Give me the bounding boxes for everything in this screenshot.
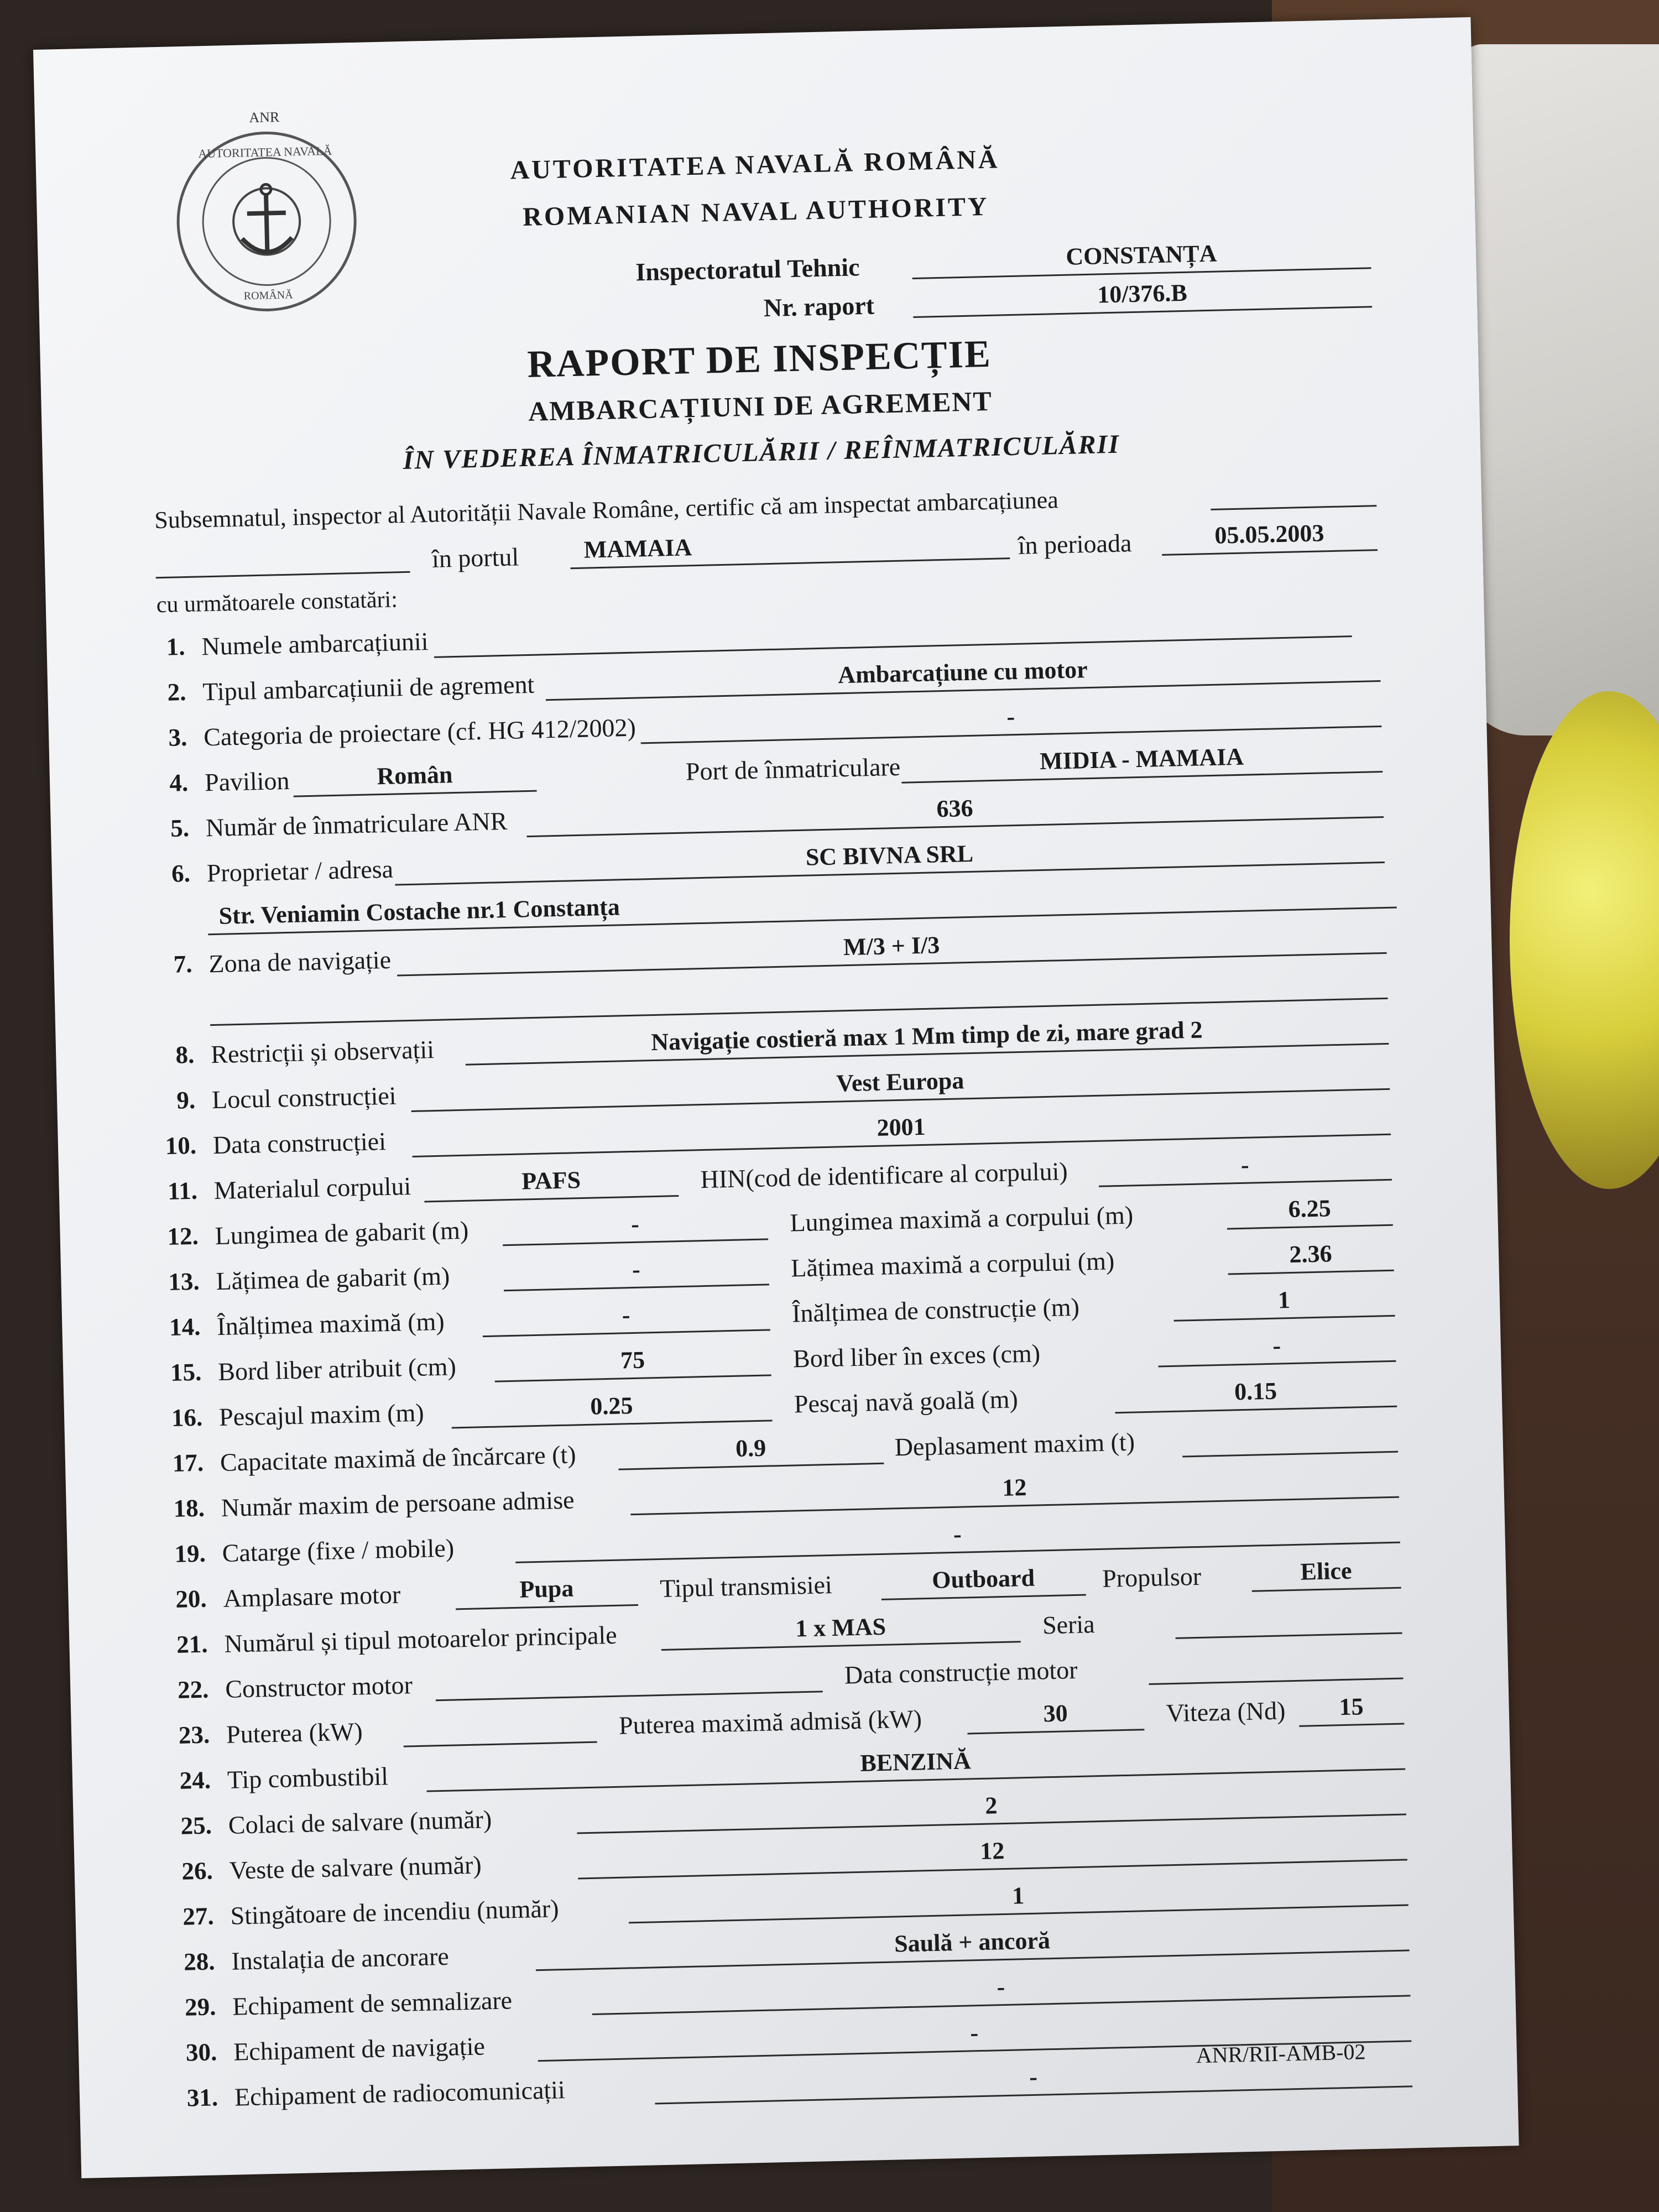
report-subtitle: AMBARCAȚIUNI DE AGREMENT <box>528 385 993 427</box>
item-number: 10. <box>165 1131 197 1160</box>
seal-top-text: ANR <box>249 108 280 126</box>
item-tertiary-value: 15 <box>1298 1691 1404 1727</box>
item-label: Data construcției <box>212 1127 387 1160</box>
item-label: Înălțimea maximă (m) <box>216 1307 445 1341</box>
item-number: 30. <box>185 2038 217 2067</box>
item-number: 17. <box>172 1448 204 1477</box>
item-number: 20. <box>175 1584 207 1613</box>
item-value: 2 <box>576 1782 1406 1834</box>
report-number-value: 10/376.B <box>912 274 1372 318</box>
item-label: Veste de salvare (număr) <box>229 1850 482 1885</box>
item-value: - <box>503 1251 769 1291</box>
item-number: 9. <box>176 1086 196 1114</box>
certification-text: Subsemnatul, inspector al Autorității Navale Române, certific că am inspectat ambarcațiunea <box>154 486 1059 534</box>
item-label: Amplasare motor <box>223 1580 401 1613</box>
item-number: 21. <box>176 1630 208 1658</box>
item-value: - <box>502 1206 768 1246</box>
authority-name-en: ROMANIAN NAVAL AUTHORITY <box>522 191 990 232</box>
item-number: 12. <box>166 1222 199 1251</box>
item-secondary-label: Tipul transmisiei <box>659 1570 833 1603</box>
item-value: - <box>640 693 1381 744</box>
item-label: Catarge (fixe / mobile) <box>222 1533 455 1567</box>
item-value: Navigație costieră max 1 Mm timp de zi, mare grad 2 <box>465 1011 1389 1066</box>
item-number: 18. <box>173 1494 205 1522</box>
item-number: 8. <box>175 1040 195 1069</box>
item-label: Număr de înmatriculare ANR <box>205 806 508 842</box>
item-value: 12 <box>630 1464 1399 1516</box>
seal-ring-text: AUTORITATEA NAVALĂ <box>198 143 332 161</box>
item-number: 25. <box>180 1811 212 1840</box>
item-secondary-label: Pescaj navă goală (m) <box>794 1385 1019 1418</box>
item-value: - <box>592 1963 1411 2015</box>
item-number: 24. <box>179 1766 211 1794</box>
item-tertiary-label: Viteza (Nd) <box>1166 1696 1286 1728</box>
item-label: Număr maxim de persoane admise <box>221 1485 575 1522</box>
owner-address-value: Str. Veniamin Costache nr.1 Constanța <box>207 874 1397 935</box>
item-number: 29. <box>184 1992 216 2021</box>
item-number: 13. <box>168 1267 200 1296</box>
item-label: Colaci de salvare (număr) <box>228 1805 492 1839</box>
item-secondary-value <box>1182 1419 1398 1458</box>
item-value: Pupa <box>455 1572 638 1610</box>
item-number: 11. <box>167 1176 198 1206</box>
item-secondary-value: - <box>1157 1328 1396 1368</box>
item-secondary-value: 0.15 <box>1114 1374 1397 1414</box>
item-label: Locul construcției <box>211 1081 397 1114</box>
item-number: 27. <box>182 1902 215 1931</box>
item-secondary-label: Data construcție motor <box>844 1655 1078 1689</box>
item-value: BENZINĂ <box>426 1736 1405 1792</box>
inspectorate-value: CONSTANȚA <box>911 235 1371 279</box>
item-label: Echipament de semnalizare <box>232 1986 513 2021</box>
item-label: Numărul și tipul motoarelor principale <box>223 1620 618 1658</box>
item-number: 16. <box>171 1403 203 1432</box>
certification-blank <box>1210 473 1376 510</box>
item-label: Puterea (kW) <box>226 1717 363 1749</box>
item-number: 7. <box>173 950 193 978</box>
item-value: - <box>654 2053 1412 2104</box>
item-value: 636 <box>526 784 1384 837</box>
item-secondary-value: 6.25 <box>1227 1192 1393 1230</box>
item-number: 14. <box>169 1312 201 1342</box>
item-secondary-value: 2.36 <box>1227 1238 1394 1275</box>
item-secondary-label: Lățimea maximă a corpului (m) <box>790 1246 1115 1282</box>
item-value: Saulă + ancoră <box>535 1917 1410 1971</box>
item-number: 2. <box>167 678 186 706</box>
item-value: 2001 <box>411 1102 1391 1157</box>
item-value <box>434 603 1352 658</box>
item-label: Pescajul maxim (m) <box>218 1398 425 1432</box>
item-number: 4. <box>169 768 189 797</box>
item-label: Tip combustibil <box>227 1762 389 1794</box>
item-secondary-label: Lungimea maximă a corpului (m) <box>789 1201 1134 1237</box>
item-secondary-value: 1 <box>1173 1283 1395 1322</box>
vessel-inspected-blank <box>155 539 410 578</box>
item-secondary-label: Seria <box>1042 1610 1095 1640</box>
item-value: - <box>482 1297 770 1337</box>
report-purpose: ÎN VEDEREA ÎNMATRICULĂRII / REÎNMATRICULĂRII <box>403 429 1120 476</box>
item-secondary-value: 30 <box>967 1697 1144 1734</box>
port-value: MAMAIA <box>570 525 1010 569</box>
findings-intro: cu următoarele constatări: <box>156 587 398 618</box>
inspection-report-sheet <box>33 17 1519 2178</box>
authority-name-ro: AUTORITATEA NAVALĂ ROMÂNĂ <box>510 144 1000 185</box>
item-label: Numele ambarcațiunii <box>201 627 429 661</box>
item-label: Pavilion <box>204 766 290 797</box>
item-label: Constructor motor <box>225 1671 413 1703</box>
item-value <box>435 1658 823 1701</box>
item-value: M/3 + I/3 <box>397 920 1387 977</box>
item-number: 26. <box>181 1856 213 1885</box>
item-label: Bord liber atribuit (cm) <box>217 1352 457 1386</box>
item-label: Categoria de proiectare (cf. HG 412/2002) <box>203 713 637 752</box>
item-number: 3. <box>168 723 187 752</box>
item-secondary-label: Puterea maximă admisă (kW) <box>618 1704 922 1740</box>
period-label: în perioada <box>1018 529 1132 560</box>
item-number: 28. <box>183 1947 216 1976</box>
period-value: 05.05.2003 <box>1161 517 1378 556</box>
item-number: 15. <box>170 1358 202 1386</box>
item-secondary-value: Outboard <box>881 1562 1086 1600</box>
item-value: Ambarcațiune cu motor <box>545 648 1381 701</box>
item-secondary-value: MIDIA - MAMAIA <box>901 739 1383 784</box>
item-label: Materialul corpului <box>213 1172 411 1205</box>
item-value: - <box>515 1510 1400 1563</box>
item-secondary-value: - <box>1098 1147 1392 1187</box>
item-number: 1. <box>166 633 186 661</box>
seal-bottom-text: ROMÂNĂ <box>243 289 293 302</box>
item-value <box>403 1709 597 1747</box>
item-label: Echipament de navigație <box>233 2032 486 2066</box>
item-tertiary-value: Elice <box>1251 1555 1401 1592</box>
report-title: RAPORT DE INSPECȚIE <box>526 332 992 386</box>
item-label: Zona de navigație <box>208 945 392 978</box>
item-secondary-label: Înălțimea de construcție (m) <box>791 1292 1080 1328</box>
item-secondary-label: Deplasament maxim (t) <box>894 1427 1135 1462</box>
item-value: 0.9 <box>618 1431 884 1470</box>
item-secondary-label: Port de înmatriculare <box>685 752 901 786</box>
port-label: în portul <box>431 542 519 573</box>
item-secondary-value <box>1148 1646 1403 1685</box>
item-secondary-label: Bord liber în exces (cm) <box>792 1339 1041 1373</box>
item-label: Capacitate maximă de încărcare (t) <box>220 1440 577 1477</box>
report-number-label: Nr. raport <box>763 291 875 322</box>
item-label: Lungimea de gabarit (m) <box>215 1215 469 1250</box>
item-number: 23. <box>178 1720 210 1749</box>
item-value: Vest Europa <box>410 1056 1390 1112</box>
item-number: 22. <box>177 1675 209 1704</box>
item-number: 6. <box>171 859 191 888</box>
item-label: Instalația de ancorare <box>231 1942 450 1975</box>
form-code: ANR/RII-AMB-02 <box>1196 2039 1366 2068</box>
item-tertiary-label: Propulsor <box>1102 1562 1202 1593</box>
item-label: Tipul ambarcațiunii de agrement <box>202 670 535 706</box>
item-value: Român <box>293 758 536 797</box>
item-secondary-label: HIN(cod de identificare al corpului) <box>700 1157 1068 1194</box>
item-value: SC BIVNA SRL <box>394 830 1385 886</box>
item-value: 75 <box>494 1342 771 1382</box>
item-number: 5. <box>170 813 190 842</box>
item-number: 31. <box>186 2083 218 2112</box>
item-value: PAFS <box>424 1163 679 1202</box>
item-value: 12 <box>577 1827 1407 1879</box>
item-value: 1 x MAS <box>661 1609 1021 1651</box>
item-label: Lățimea de gabarit (m) <box>216 1261 450 1296</box>
item-secondary-value <box>1175 1600 1402 1639</box>
item-value: 0.25 <box>451 1387 772 1428</box>
item-label: Echipament de radiocomunicații <box>234 2075 566 2111</box>
white-cable-background <box>1460 44 1659 735</box>
item-label: Restricții și observații <box>210 1035 435 1069</box>
item-value: 1 <box>628 1872 1408 1923</box>
item-label: Stingătoare de incendiu (număr) <box>230 1894 560 1930</box>
item-label: Proprietar / adresa <box>206 854 394 888</box>
item-value: - <box>537 2008 1411 2062</box>
item-number: 19. <box>174 1539 206 1568</box>
inspectorate-label: Inspectoratul Tehnic <box>635 253 860 286</box>
